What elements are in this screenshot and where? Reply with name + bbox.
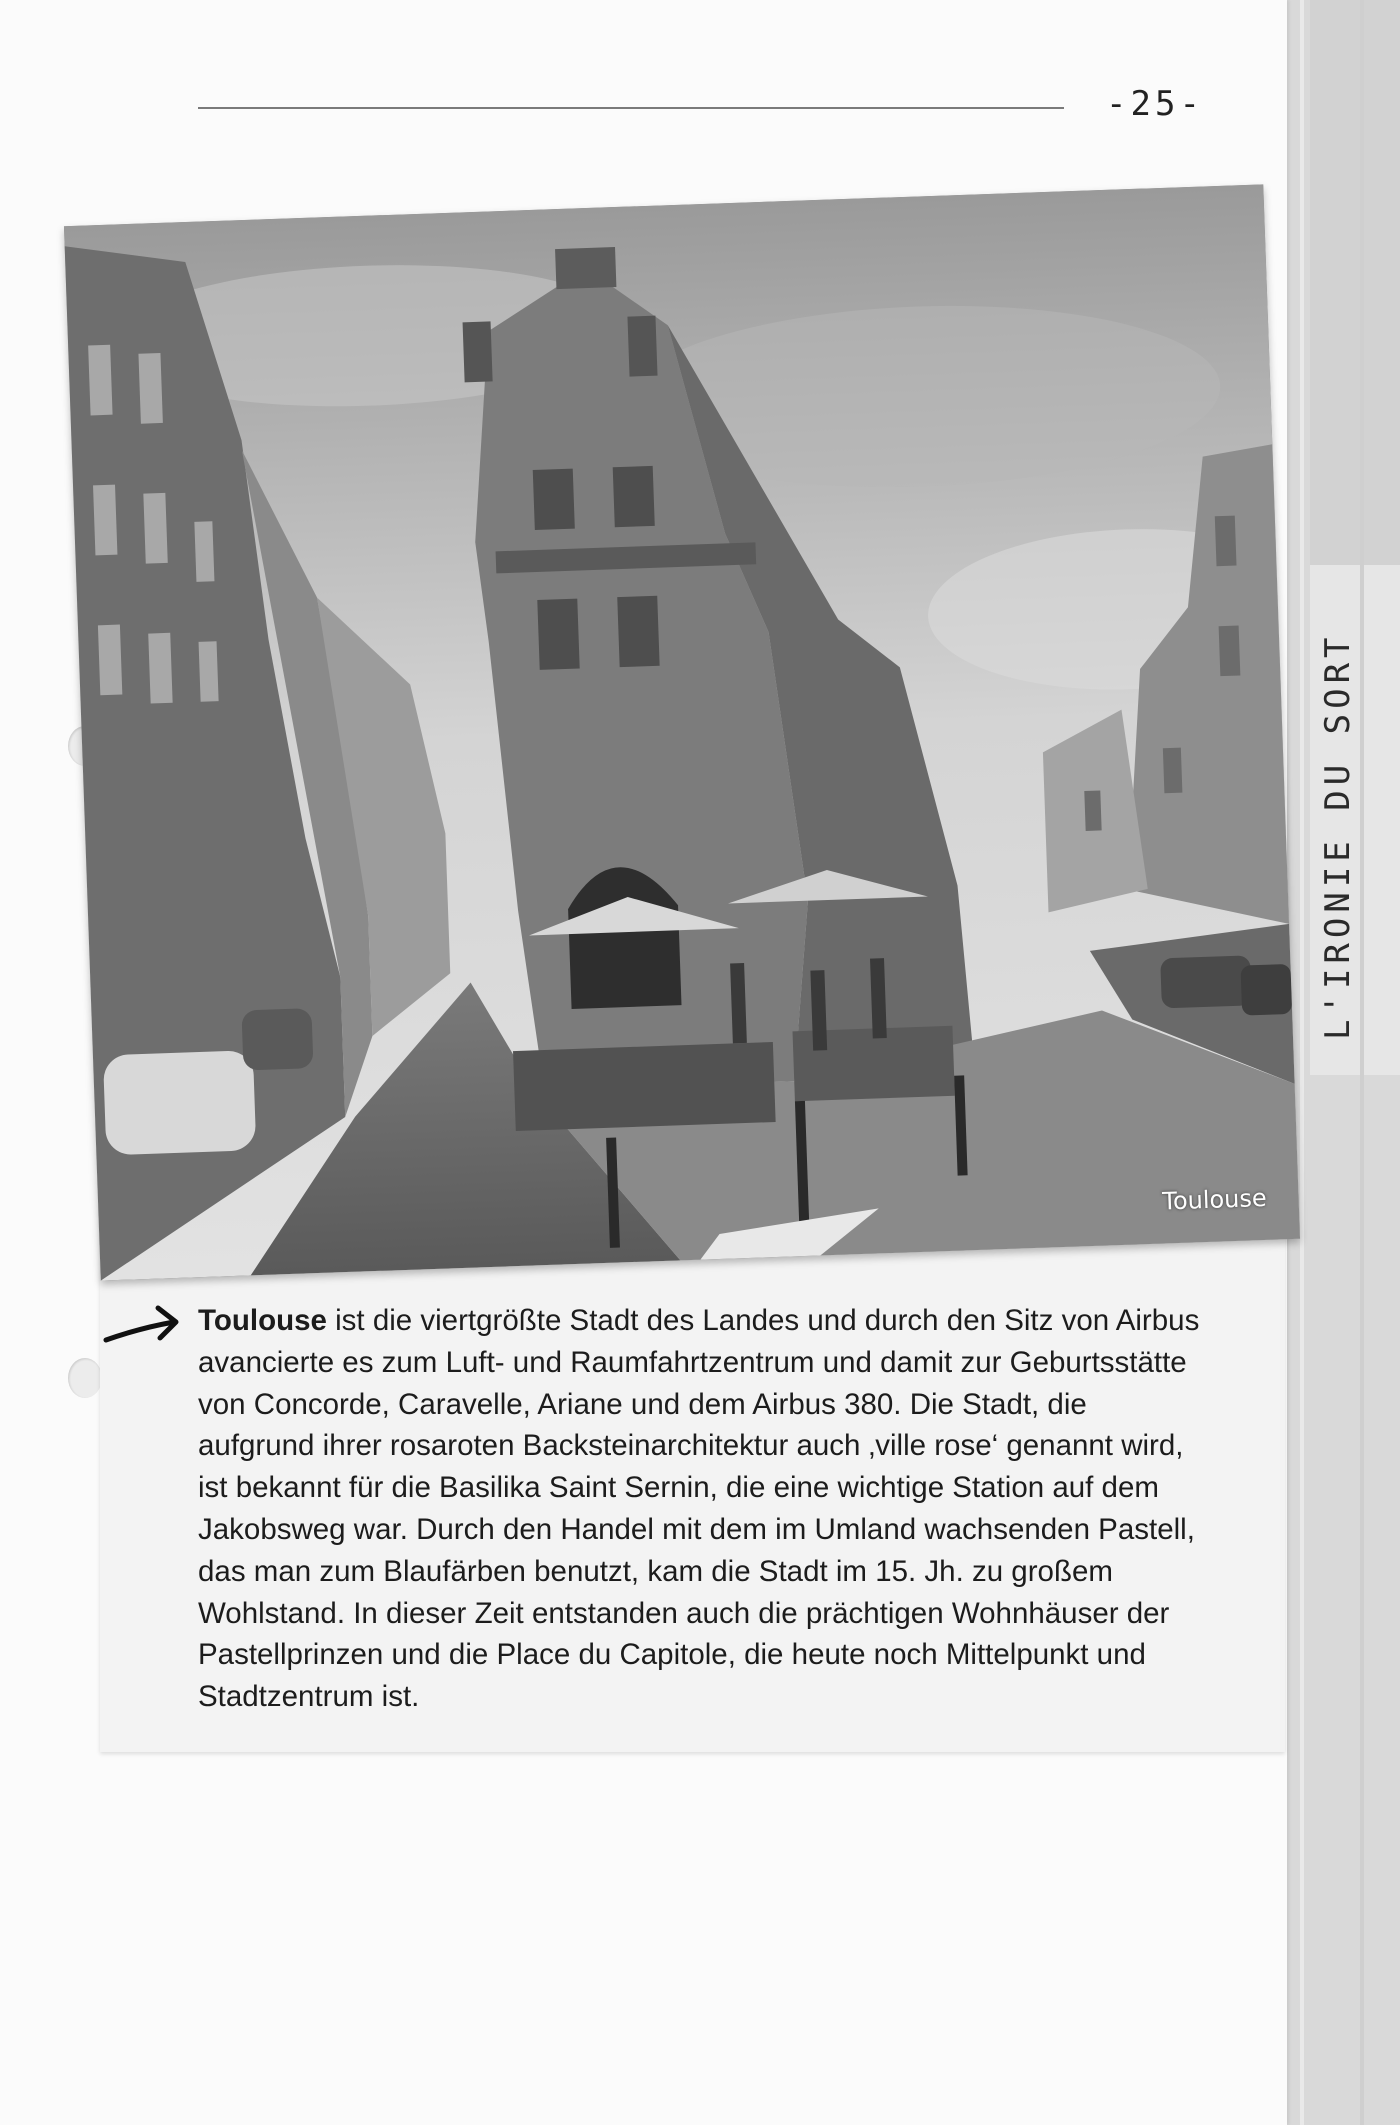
photo-caption: Toulouse <box>1161 1183 1268 1216</box>
page-edge-upper <box>1310 0 1400 570</box>
arrow-icon <box>100 1300 184 1350</box>
side-chapter-title: L'IRONIE DU SORT <box>1318 632 1358 1040</box>
header-rule <box>198 107 1064 109</box>
page-edge-line <box>1360 0 1364 2125</box>
photo <box>64 184 1300 1280</box>
info-lead-term: Toulouse <box>198 1304 327 1337</box>
binder-hole-icon <box>68 1358 102 1398</box>
street-photo-icon <box>64 184 1300 1280</box>
page-number: -25- <box>1106 84 1204 124</box>
info-body-text: ist die viertgrößte Stadt des Landes und durch den Sitz von Airbus avancierte es zum Luft- und Raumfahrtzentrum und damit zur Geburtsstätte von Concorde, Caravelle, Ariane und dem Airbus 380. Die Stadt, die aufgrund ihrer rosaroten Backsteinarchitektur auch ‚ville rose‘ genannt wird, ist bekannt für die Basilika Saint Sernin, die eine wichtige Station auf dem Jakobsweg war. Durch den Handel mit dem im Umland wachsenden Pastell, das man zum Blaufärben benutzt, kam die Stadt im 15. Jh. zu großem Wohlstand. In dieser Zeit entstanden auch die prächtigen Wohnhäuser der Pastellprinzen und die Place du Capitole, die heute noch Mittelpunkt und Stadtzentrum ist. <box>198 1304 1200 1714</box>
info-paragraph <box>198 1300 1208 1718</box>
page-edge-line <box>1300 0 1304 2125</box>
